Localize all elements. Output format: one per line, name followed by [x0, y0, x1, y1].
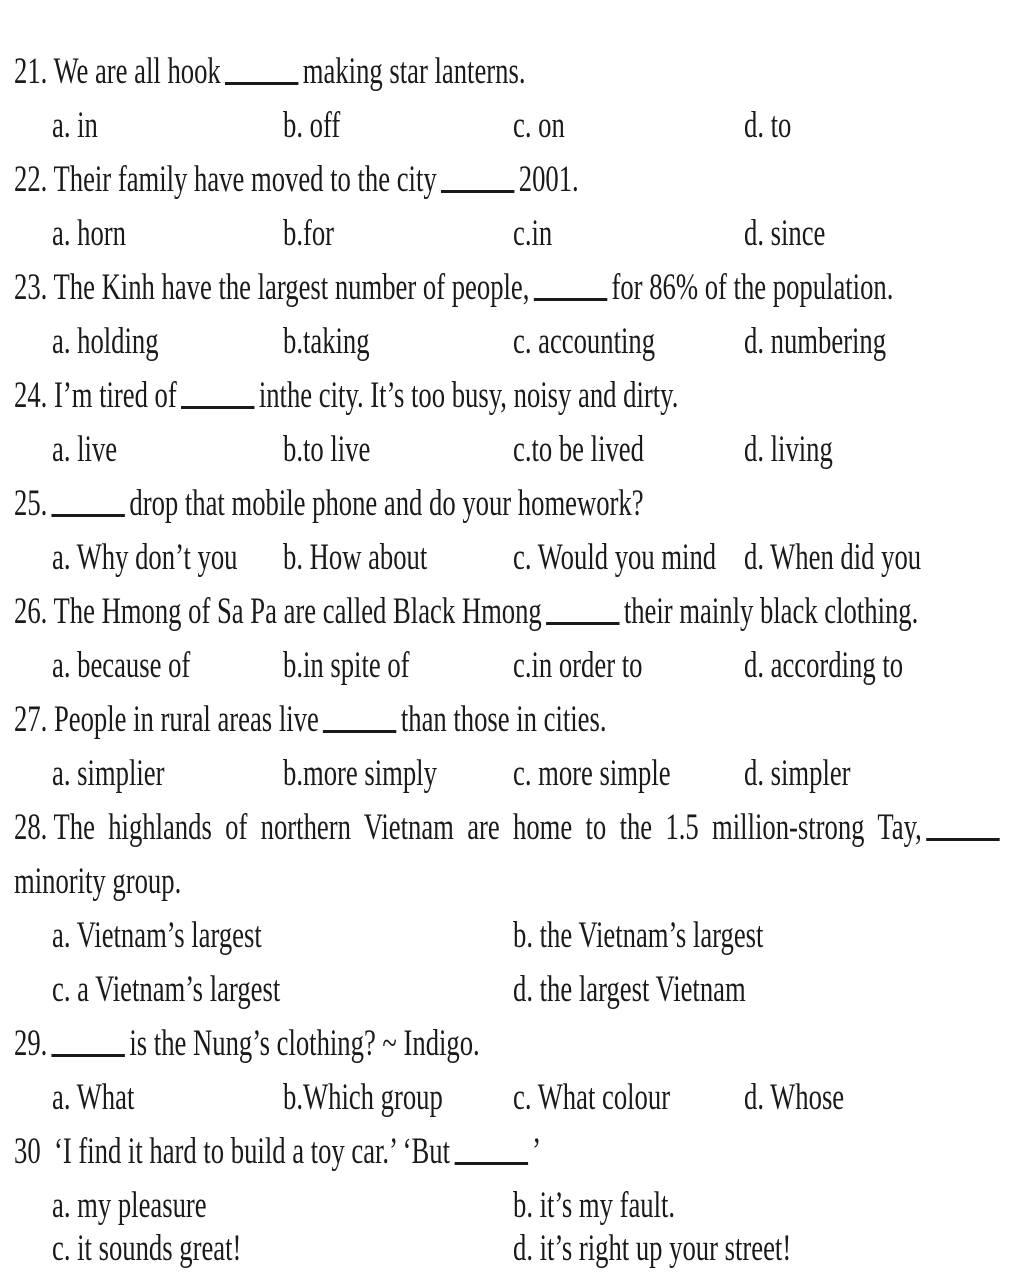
question-stem-end: making star lanterns.: [302, 51, 526, 92]
question-number: 27.: [14, 699, 48, 740]
question-number: 25.: [14, 483, 48, 524]
option-c: c. Would you mind: [513, 537, 717, 578]
option-a: a. Why don’t you: [52, 537, 238, 578]
options-30-row-2: [0, 1222, 1024, 1276]
option-b: b.Which group: [283, 1077, 443, 1118]
option-d: d. living: [744, 429, 833, 470]
question-number: 30: [14, 1131, 41, 1172]
question-stem-end: is the Nung’s clothing? ~ Indigo.: [129, 1023, 480, 1064]
option-d: d. it’s right up your street!: [513, 1228, 792, 1269]
option-d: d. When did you: [744, 537, 922, 578]
question-28-continuation: [0, 855, 1024, 909]
question-stem: I’m tired of: [53, 375, 177, 416]
answer-blank: [546, 622, 619, 625]
option-c: c. more simple: [513, 753, 671, 794]
option-d: d. the largest Vietnam: [513, 969, 746, 1010]
question-text: [14, 153, 579, 207]
question-number: 29.: [14, 1023, 48, 1064]
options-29: [0, 1071, 1024, 1125]
option-a: a. simplier: [52, 753, 165, 794]
answer-blank: [441, 190, 514, 193]
option-c: c. What colour: [513, 1077, 671, 1118]
option-d: d. according to: [744, 645, 904, 686]
option-a: a. holding: [52, 321, 159, 362]
question-26: [0, 585, 1024, 639]
options-28-row-1: [0, 909, 1024, 963]
answer-blank: [454, 1162, 527, 1165]
question-25: [0, 477, 1024, 531]
option-b: b.taking: [283, 321, 370, 362]
question-number: 21.: [14, 51, 48, 92]
option-a: a. horn: [52, 213, 126, 254]
option-a: a. because of: [52, 645, 191, 686]
question-stem-end: 2001.: [518, 159, 579, 200]
question-text: [14, 477, 644, 531]
question-text: [14, 261, 893, 315]
question-27: [0, 693, 1024, 747]
option-b: b.to live: [283, 429, 371, 470]
question-stem-end: their mainly black clothing.: [623, 591, 919, 632]
option-d: d. simpler: [744, 753, 851, 794]
question-stem: ‘I find it hard to build a toy car.’ ‘But: [53, 1131, 451, 1172]
question-text: [14, 585, 918, 639]
option-d: d. numbering: [744, 321, 887, 362]
question-29: [0, 1017, 1024, 1071]
question-number: 28.: [14, 807, 48, 848]
question-24: [0, 369, 1024, 423]
option-a: a. in: [52, 105, 98, 146]
question-stem-end: ’: [532, 1131, 541, 1172]
option-b: b. off: [283, 105, 341, 146]
option-c: c.to be lived: [513, 429, 644, 470]
answer-blank: [52, 514, 125, 517]
option-c: c. on: [513, 105, 565, 146]
answer-blank: [926, 838, 999, 841]
question-stem-continuation: minority group.: [14, 861, 182, 902]
question-stem: People in rural areas live: [53, 699, 319, 740]
option-b: b. the Vietnam’s largest: [513, 915, 764, 956]
option-d: d. since: [744, 213, 826, 254]
option-b: b. it’s my fault.: [513, 1185, 676, 1226]
options-22: [0, 207, 1024, 261]
question-text: [14, 1125, 541, 1179]
question-text: [14, 801, 1004, 855]
option-c: c.in order to: [513, 645, 643, 686]
question-number: 22.: [14, 159, 48, 200]
question-stem: The highlands of northern Vietnam are home to the 1.5 million-strong Tay,: [53, 807, 922, 848]
option-c: c.in: [513, 213, 553, 254]
option-a: a. Vietnam’s largest: [52, 915, 262, 956]
question-text: [14, 45, 525, 99]
options-23: [0, 315, 1024, 369]
question-stem: We are all hook: [53, 51, 221, 92]
options-21: [0, 99, 1024, 153]
question-22: [0, 153, 1024, 207]
option-a: a. my pleasure: [52, 1185, 207, 1226]
answer-blank: [225, 82, 298, 85]
question-23: [0, 261, 1024, 315]
options-26: [0, 639, 1024, 693]
question-text: [14, 369, 678, 423]
question-stem-end: inthe city. It’s too busy, noisy and dirty.: [258, 375, 679, 416]
question-stem-end: than those in cities.: [400, 699, 607, 740]
option-a: a. live: [52, 429, 118, 470]
option-d: d. to: [744, 105, 792, 146]
question-28: [0, 801, 1024, 855]
question-text: [14, 693, 607, 747]
question-stem: The Hmong of Sa Pa are called Black Hmong: [53, 591, 542, 632]
question-stem: Their family have moved to the city: [53, 159, 437, 200]
answer-blank: [52, 1054, 125, 1057]
answer-blank: [323, 730, 396, 733]
options-28-row-2: [0, 963, 1024, 1017]
answer-blank: [181, 406, 254, 409]
option-c: c. accounting: [513, 321, 656, 362]
option-c: c. a Vietnam’s largest: [52, 969, 281, 1010]
question-text: [14, 1017, 480, 1071]
option-a: a. What: [52, 1077, 135, 1118]
option-c: c. it sounds great!: [52, 1228, 242, 1269]
question-stem-end: for 86% of the population.: [611, 267, 894, 308]
question-stem-end: drop that mobile phone and do your homework?: [129, 483, 644, 524]
options-25: [0, 531, 1024, 585]
options-24: [0, 423, 1024, 477]
answer-blank: [534, 298, 607, 301]
option-b: b.for: [283, 213, 335, 254]
question-number: 24.: [14, 375, 48, 416]
question-30: [0, 1125, 1024, 1179]
option-b: b.in spite of: [283, 645, 410, 686]
question-21: [0, 45, 1024, 99]
question-number: 23.: [14, 267, 48, 308]
question-stem: The Kinh have the largest number of people,: [53, 267, 530, 308]
option-b: b.more simply: [283, 753, 437, 794]
options-27: [0, 747, 1024, 801]
option-b: b. How about: [283, 537, 428, 578]
option-d: d. Whose: [744, 1077, 845, 1118]
question-number: 26.: [14, 591, 48, 632]
